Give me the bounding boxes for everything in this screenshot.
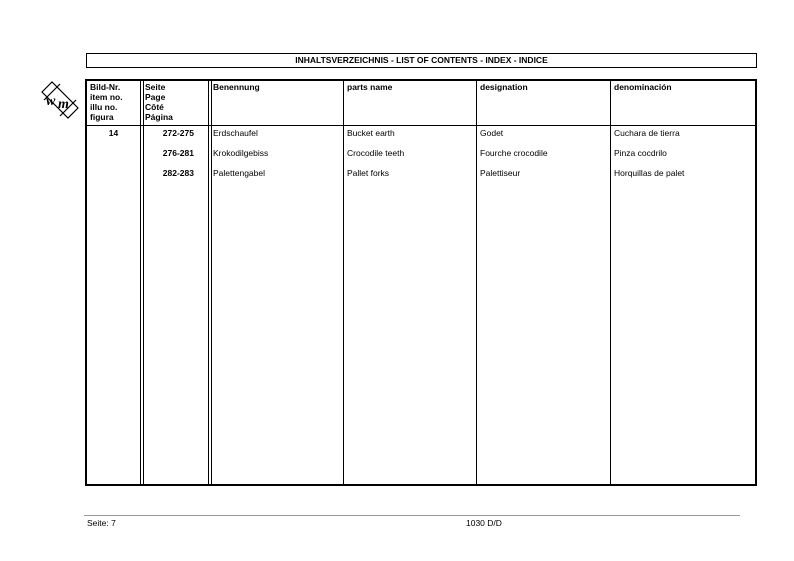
row-3-designation: Palettiseur <box>480 168 521 178</box>
row-3-benennung: Palettengabel <box>213 168 265 178</box>
column-divider <box>476 81 477 484</box>
contents-table <box>85 79 757 486</box>
row-1-denominacion: Cuchara de tierra <box>614 128 680 138</box>
header-benennung: Benennung <box>213 82 260 92</box>
row-2-benennung: Krokodilgebiss <box>213 148 269 158</box>
row-3-parts-name: Pallet forks <box>347 168 390 178</box>
footer-divider <box>84 515 740 516</box>
svg-text:w: w <box>46 94 56 109</box>
header-denominacion: denominación <box>614 82 672 92</box>
row-2-page: 276-281 <box>162 148 194 158</box>
column-divider <box>610 81 611 484</box>
row-2-designation: Fourche crocodile <box>480 148 548 158</box>
wm-logo-icon <box>38 78 82 122</box>
header-designation: designation <box>480 82 528 92</box>
header-item-no: Bild-Nr. item no. illu no. figura <box>90 82 123 122</box>
row-1-benennung: Erdschaufel <box>213 128 258 138</box>
row-1-parts-name: Bucket earth <box>347 128 395 138</box>
row-1-page: 272-275 <box>162 128 194 138</box>
header-divider <box>87 125 755 126</box>
column-divider <box>140 81 144 484</box>
svg-text:m: m <box>58 97 69 112</box>
row-1-item: 14 <box>108 128 119 138</box>
row-1-designation: Godet <box>480 128 504 138</box>
row-2-denominacion: Pinza cocdrilo <box>614 148 667 158</box>
page-title: INHALTSVERZEICHNIS - LIST OF CONTENTS - INDEX - INDICE <box>86 53 757 68</box>
row-3-denominacion: Horquillas de palet <box>614 168 685 178</box>
row-3-page: 282-283 <box>162 168 194 178</box>
footer-document-id: 1030 D/D <box>466 518 502 528</box>
column-divider <box>343 81 344 484</box>
header-page: Seite Page Côté Página <box>145 82 173 122</box>
header-parts-name: parts name <box>347 82 393 92</box>
row-2-parts-name: Crocodile teeth <box>347 148 405 158</box>
footer-page-number: Seite: 7 <box>87 518 116 528</box>
column-divider <box>208 81 212 484</box>
